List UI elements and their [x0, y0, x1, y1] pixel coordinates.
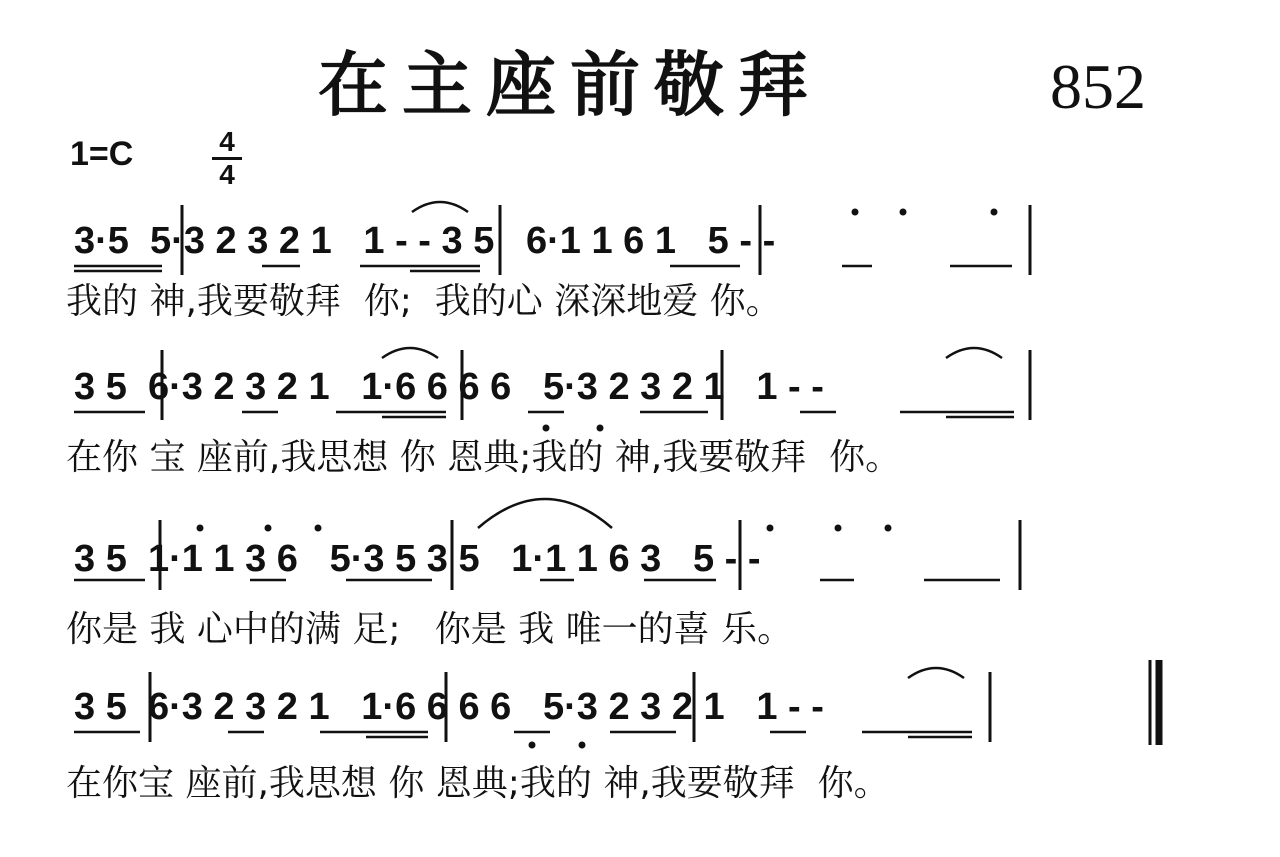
notes-line-2: 3 5 6·3 2 3 2 1 1·6 6 6 6 5·3 2 3 2 1 1 - -: [74, 366, 824, 408]
lyrics-line-3: 你是 我 心中的满 足; 你是 我 唯一的喜 乐。: [66, 609, 794, 650]
octave-dots: [197, 209, 998, 749]
hymn-title: 在主座前敬拜: [318, 44, 822, 126]
lyrics-line-4: 在你宝 座前,我思想 你 恩典;我的 神,我要敬拜 你。: [66, 763, 890, 804]
notes-line-3: 3 5 1·1 1 3 6 5·3 5 3 5 1·1 1 6 3 5 - -: [74, 538, 761, 580]
duration-underlines: [74, 266, 1014, 737]
key-signature: 1=C: [70, 135, 134, 173]
lyrics-line-1: 我的 神,我要敬拜 你; 我的心 深深地爱 你。: [66, 281, 782, 322]
notes-line-1: 3·5 5·3 2 3 2 1 1 - - 3 5 6·1 1 6 1 5 - -: [74, 220, 776, 262]
time-signature-bottom: 4: [219, 159, 235, 190]
lyrics-line-2: 在你 宝 座前,我思想 你 恩典;我的 神,我要敬拜 你。: [66, 437, 902, 478]
hymn-number: 852: [1050, 51, 1146, 122]
notes-line-4: 3 5 6·3 2 3 2 1 1·6 6 6 6 5·3 2 3 2 1 1 - -: [74, 686, 824, 728]
time-signature-top: 4: [219, 126, 235, 157]
slurs: [382, 202, 1002, 678]
